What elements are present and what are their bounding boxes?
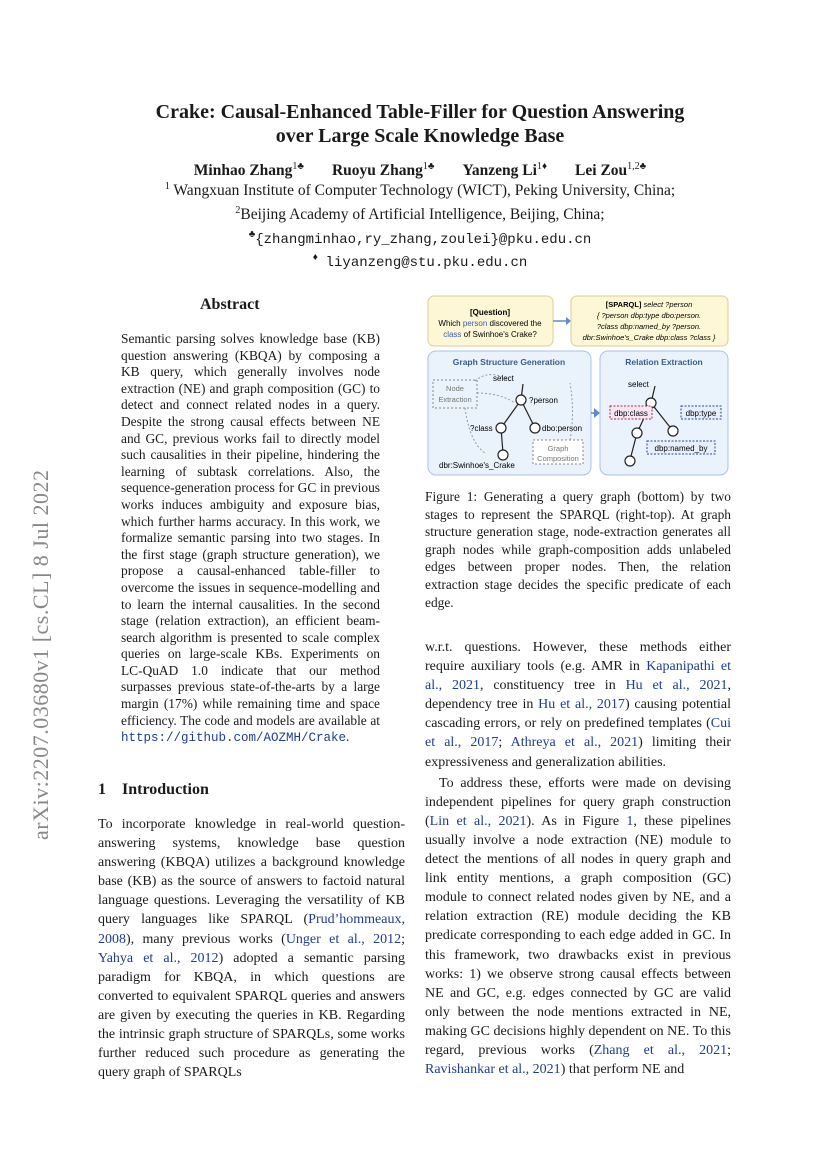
body-text: ) causing potential cascading errors, or rely on predefined templates ( xyxy=(425,697,731,732)
question-l2-b: of Swinhoe's Crake? xyxy=(461,330,537,339)
re-node-crake xyxy=(625,456,635,466)
intro-right-paragraph-1 xyxy=(425,638,731,772)
author-affil-marker: 1♣ xyxy=(422,161,435,172)
sparql-line-4: dbr:Swinhoe's_Crake dbp:class ?class } xyxy=(582,333,716,342)
author-affil-marker: 1,2♣ xyxy=(627,161,647,172)
section-number: 1 xyxy=(98,781,106,798)
email-2-marker: ♦ xyxy=(312,252,318,263)
label-crake: dbr:Swinhoe's_Crake xyxy=(439,461,515,470)
label-dboperson: dbo:person xyxy=(542,424,583,433)
body-text: ), many previous works ( xyxy=(126,931,286,947)
re-tag-class: dbp:class xyxy=(614,409,648,418)
node-class xyxy=(496,423,506,433)
email-line-1 xyxy=(90,229,750,248)
sparql-line-3: ?class dbp:named_by ?person. xyxy=(596,322,702,331)
citation-link[interactable]: Unger et al., 2012 xyxy=(285,931,402,947)
citation-link[interactable]: Prud’hommeaux, 2008 xyxy=(98,912,405,947)
citation-link[interactable]: Hu et al., 2021 xyxy=(625,678,728,694)
abstract-heading: Abstract xyxy=(200,296,260,313)
citation-link[interactable]: Ravishankar et al., 2021 xyxy=(425,1062,561,1078)
author-0 xyxy=(194,162,304,179)
author-3 xyxy=(575,162,646,179)
body-text: To incorporate knowledge in real-world question-answering systems, knowledge base question answering (KBQA) utilizes a background knowledge base (KB) as the source of answers to factoid natural language questions. Leveraging the versatility of KB query languages like SPARQL ( xyxy=(98,817,405,928)
affiliation-1 xyxy=(90,181,750,200)
arrow-head-2 xyxy=(594,408,600,418)
label-person: ?person xyxy=(529,396,558,405)
abstract-end: . xyxy=(346,729,350,745)
re-tag-named: dbp:named_by xyxy=(654,444,708,453)
sparql-title: [SPARQL] xyxy=(605,300,642,309)
arrow-head-1 xyxy=(566,317,571,325)
section-title: Introduction xyxy=(122,781,209,798)
question-l1-b: person xyxy=(462,319,488,328)
affil-2-marker: 2 xyxy=(235,205,241,216)
body-text: , dependency tree in xyxy=(425,678,731,713)
intro-left-column xyxy=(98,815,405,1082)
ne-label-1: Node xyxy=(446,384,464,393)
body-text: , constituency tree in xyxy=(479,678,626,694)
email-line-2 xyxy=(90,252,750,271)
sparql-line-1 xyxy=(606,300,693,309)
re-title: Relation Extraction xyxy=(625,357,703,367)
body-text: ; xyxy=(401,931,405,947)
author-1 xyxy=(332,162,434,179)
body-text: ) adopted a semantic parsing paradigm for KBQA, in which questions are converted to equivalent SPARQL queries and answers are given by executing the queries in KB. Regarding the intrinsic graph structure of SPARQLs, some works further reduced such procedure as generating the query graph of SPARQLs xyxy=(98,950,406,1081)
abstract-text: Semantic parsing solves knowledge base (KB) question answering (KBQA) by composing a KB query, which generally involves node extraction (NE) and graph composition (GC) to detect and connect related nodes in a query. Despite the strong causal effects between NE and GC, previous works fail to directly model such causalities in their pipeline, hindering the learning of subtask correlations. Also, the sequence-generation process for GC in previous works induces ambiguity and exposure bias, which further harms accuracy. In this work, we formalize semantic parsing into two stages. In the first stage (graph structure generation), we propose a causal-enhanced table-filler to overcome the issues in sequence-modelling and to learn the internal causalities. In the second stage (relation extraction), an efficient beam-search algorithm is presented to scale complex queries on large-scale KBs. Experiments on LC-QuAD 1.0 indicate that our method surpasses previous state-of-the-arts by a large margin (17%) while remaining time and space efficiency. The code and models are available at xyxy=(121,331,380,728)
body-text: To address these, efforts were made on devising independent pipelines for query graph construction ( xyxy=(425,775,731,829)
figure-caption: Figure 1: Generating a query graph (bottom) by two stages to represent the SPARQL (right-top). At graph structure generation stage, node-extraction generates all graph nodes while graph-composition adds unlabeled edges between proper nodes. Then, the relation extraction stage decides the specific predicate of each edge. xyxy=(425,489,731,610)
intro-right-column xyxy=(425,638,731,1079)
citation-link[interactable]: Yahya et al., 2012 xyxy=(98,950,219,966)
gsg-title: Graph Structure Generation xyxy=(452,357,566,367)
body-text: ). As in Figure xyxy=(526,813,627,829)
body-text: ) that perform NE and xyxy=(560,1062,685,1078)
author-name: Ruoyu Zhang xyxy=(331,162,423,180)
sparql-t1: select ?person xyxy=(641,300,693,309)
figure-1 xyxy=(425,293,731,478)
label-select: select xyxy=(493,374,514,383)
re-node-class xyxy=(632,428,642,438)
citation-link[interactable]: Kapanipathi et al., 2021 xyxy=(425,659,731,694)
citation-link[interactable]: Zhang et al., 2021 xyxy=(593,1042,728,1058)
body-text: ) limiting their expressiveness and generalization abilities. xyxy=(425,735,732,770)
author-list xyxy=(90,161,750,180)
affil-1-text: Wangxuan Institute of Computer Technology (WICT), Peking University, China; xyxy=(173,182,676,200)
author-affil-marker: 1♦ xyxy=(536,161,548,172)
arxiv-stamp: arXiv:2207.03680v1 [cs.CL] 8 Jul 2022 xyxy=(28,469,53,840)
body-text: ; xyxy=(727,1042,731,1058)
abstract-body xyxy=(121,331,380,747)
node-dboperson xyxy=(530,423,540,433)
question-line-2 xyxy=(443,330,537,339)
author-name: Minhao Zhang xyxy=(193,162,293,180)
email-1-marker: ♣ xyxy=(248,229,256,240)
affil-2-text: Beijing Academy of Artificial Intelligence, Beijing, China; xyxy=(240,206,605,224)
author-affil-marker: 1♣ xyxy=(292,161,304,172)
code-link[interactable]: https://github.com/AOZMH/Crake xyxy=(121,731,347,746)
node-person xyxy=(516,395,526,405)
author-name: Yanzeng Li xyxy=(462,162,537,180)
node-crake xyxy=(498,450,508,460)
email-2[interactable]: liyanzeng@stu.pku.edu.cn xyxy=(325,255,528,272)
question-title: [Question] xyxy=(470,308,510,317)
re-tag-type: dbp:type xyxy=(685,409,717,418)
re-label-select: select xyxy=(628,380,649,389)
affiliation-2 xyxy=(90,205,750,224)
body-text: w.r.t. questions. However, these methods either require auxiliary tools (e.g. AMR in xyxy=(425,640,731,675)
author-name: Lei Zou xyxy=(575,162,628,180)
body-text: , these pipelines usually involve a node extraction (NE) module to detect the mentions of all nodes in query graph and link entity mentions, a graph composition (GC) module to connect related nodes given by NE, and a relation extraction (RE) module deciding the KB predicate corresponding to each edge added in GC. In this framework, two drawbacks exist in previous works: 1) we observe strong causal effects between NE and GC, e.g. edges connected by GC are valid only between the node mentions extracted in NE, making GC decisions highly dependent on NE. To this regard, previous works ( xyxy=(425,813,732,1058)
paper-title xyxy=(90,100,750,148)
question-line-1 xyxy=(438,319,542,328)
label-class: ?class xyxy=(470,424,493,433)
ne-label-2: Extraction xyxy=(438,395,472,404)
gc-label-1: Graph xyxy=(547,444,569,453)
title-line-2: over Large Scale Knowledge Base xyxy=(275,125,565,147)
citation-link[interactable]: Hu et al., 2017 xyxy=(538,697,625,713)
citation-link[interactable]: Athreya et al., 2021 xyxy=(510,735,639,751)
title-line-1: Crake: Causal-Enhanced Table-Filler for Question Answering xyxy=(155,101,685,123)
question-l1-c: discovered the xyxy=(487,319,542,328)
body-text: ; xyxy=(498,735,511,751)
email-1[interactable]: {zhangminhao,ry_zhang,zoulei}@pku.edu.cn xyxy=(255,232,592,249)
sparql-line-2: { ?person dbp:type dbo:person. xyxy=(596,311,702,320)
gc-label-2: Composition xyxy=(537,454,579,463)
citation-link[interactable]: 1 xyxy=(626,813,634,829)
citation-link[interactable]: Cui et al., 2017 xyxy=(425,716,731,751)
citation-link[interactable]: Lin et al., 2021 xyxy=(429,813,527,829)
intro-right-paragraph-2 xyxy=(425,774,731,1080)
re-node-dboperson xyxy=(668,426,678,436)
question-l2-a: class xyxy=(443,330,462,339)
affil-1-marker: 1 xyxy=(164,181,170,192)
author-2 xyxy=(462,162,547,179)
question-l1-a: Which xyxy=(438,319,463,328)
section-heading xyxy=(98,781,209,799)
